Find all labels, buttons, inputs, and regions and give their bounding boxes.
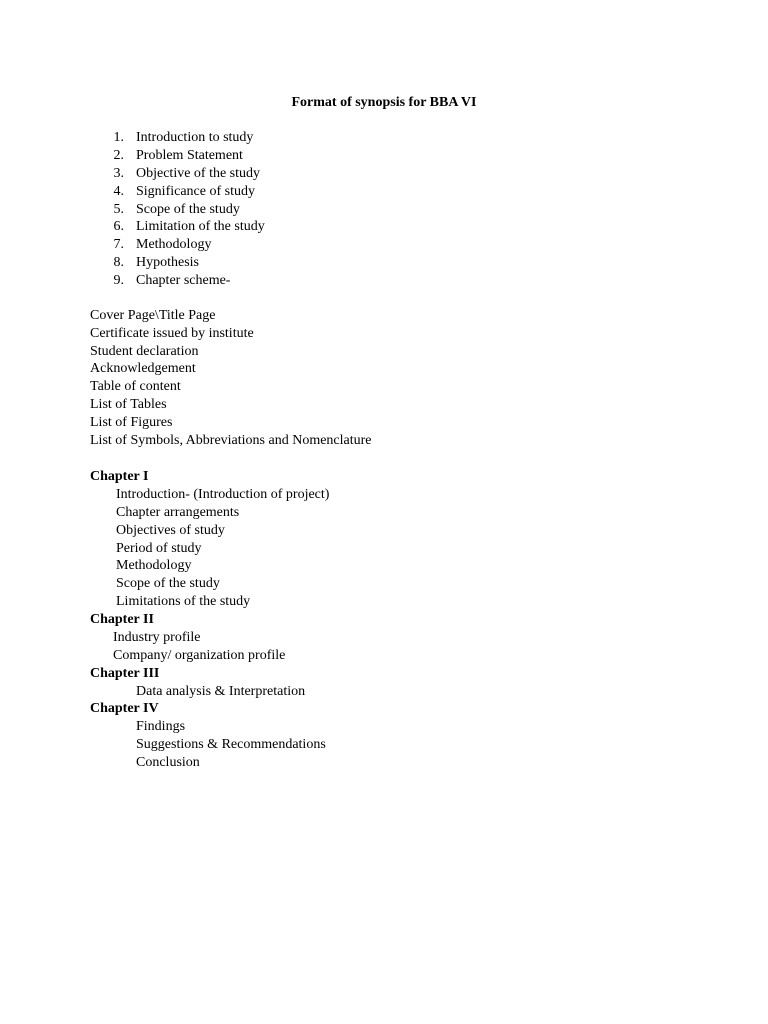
list-item-text: Methodology (136, 237, 212, 253)
list-item-number: 6. (113, 219, 124, 235)
list-item-number: 4. (113, 183, 124, 199)
chapter-item: Company/ organization profile (113, 648, 286, 663)
chapter-item: Conclusion (136, 755, 200, 770)
list-item-number: 2. (113, 147, 124, 163)
chapter-heading: Chapter IV (90, 701, 159, 716)
front-matter-item: List of Tables (90, 396, 167, 412)
list-item-number: 8. (113, 255, 124, 271)
front-matter-list (90, 307, 372, 449)
list-item-number: 9. (113, 273, 124, 289)
chapter-item: Data analysis & Interpretation (136, 684, 306, 699)
list-item-text: Limitation of the study (136, 219, 265, 235)
chapter-item: Findings (136, 719, 186, 734)
chapter-item: Period of study (116, 541, 202, 556)
list-item-text: Significance of study (136, 183, 255, 199)
chapter-item: Limitations of the study (116, 594, 251, 609)
chapter-heading: Chapter III (90, 666, 160, 681)
document-title: Format of synopsis for BBA VI (291, 95, 477, 110)
front-matter-item: Student declaration (90, 343, 199, 359)
chapter-item: Suggestions & Recommendations (136, 737, 326, 752)
chapter-item: Introduction- (Introduction of project) (116, 487, 330, 502)
list-item-text: Objective of the study (136, 165, 261, 181)
chapter-item: Methodology (116, 558, 192, 573)
front-matter-item: Certificate issued by institute (90, 325, 254, 341)
list-item-number: 5. (113, 201, 124, 217)
list-item-text: Introduction to study (136, 130, 254, 145)
front-matter-item: Cover Page\Title Page (90, 308, 216, 323)
list-item-number: 1. (113, 130, 124, 145)
chapter-item: Industry profile (113, 630, 201, 645)
list-item-text: Chapter scheme- (136, 273, 231, 289)
front-matter-item: Table of content (90, 379, 181, 395)
front-matter-item: Acknowledgement (90, 361, 196, 377)
list-item-text: Hypothesis (136, 255, 199, 271)
list-item-text: Scope of the study (136, 201, 240, 217)
chapter-heading: Chapter II (90, 612, 154, 627)
front-matter-item: List of Figures (90, 414, 173, 430)
front-matter-item: List of Symbols, Abbreviations and Nomenclature (90, 432, 372, 448)
chapter-item: Scope of the study (116, 576, 220, 591)
list-item-number: 3. (113, 165, 124, 181)
chapter-item: Chapter arrangements (116, 505, 240, 520)
list-item-text: Problem Statement (136, 147, 243, 163)
chapter-item: Objectives of study (116, 523, 225, 538)
chapter-heading: Chapter I (90, 469, 149, 484)
list-item-number: 7. (113, 237, 124, 253)
